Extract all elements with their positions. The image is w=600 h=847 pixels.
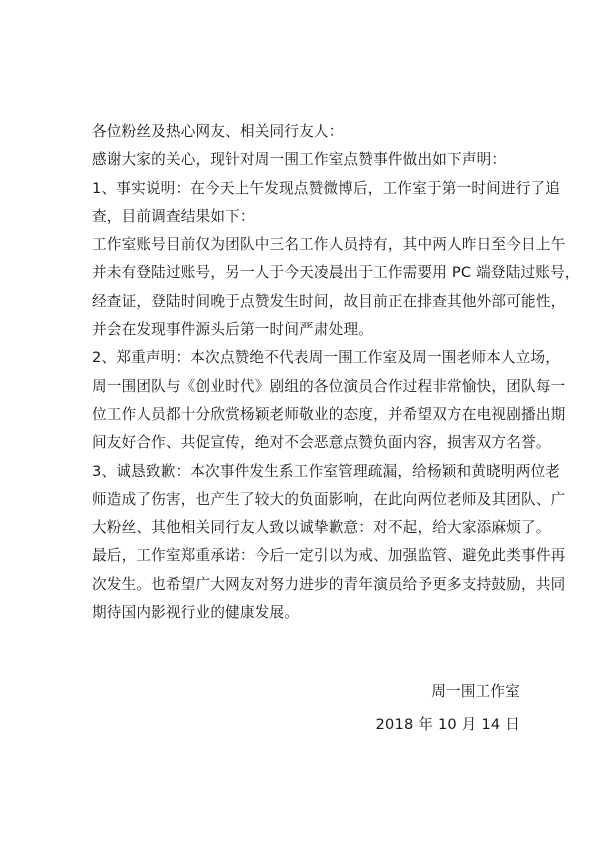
statement-line: 最后，工作室郑重承诺：今后一定引以为戒、加强监管、避免此类事件再 [92,547,566,565]
statement-line: 工作室账号目前仅为团队中三名工作人员持有，其中两人昨日至今日上午 [92,236,566,254]
statement-line: 2、郑重声明：本次点赞绝不代表周一围工作室及周一围老师本人立场， [92,349,561,367]
statement-line: 3、诚恳致歉：本次事件发生系工作室管理疏漏，给杨颖和黄晓明两位老 [92,462,561,480]
statement-line: 1、事实说明：在今天上午发现点赞微博后，工作室于第一时间进行了追 [92,179,561,197]
statement-line: 期待国内影视行业的健康发展。 [92,604,300,622]
statement-line: 间友好合作、共促宣传，绝对不会恶意点赞负面内容，损害双方名誉。 [92,434,551,452]
statement-line: 师造成了伤害，也产生了较大的负面影响，在此向两位老师及其团队、广 [92,490,566,508]
statement-date: 2018 年 10 月 14 日 [375,716,520,733]
statement-line: 经查证，登陆时间晚于点赞发生时间，故目前正在排查其他外部可能性， [92,292,566,310]
statement-line: 次发生。也希望广大网友对努力进步的青年演员给予更多支持鼓励，共同 [92,575,566,593]
statement-line: 查，目前调查结果如下： [92,207,255,225]
signature: 周一围工作室 [431,683,520,700]
statement-body [92,118,580,627]
statement-line: 周一围团队与《创业时代》剧组的各位演员合作过程非常愉快，团队每一 [92,377,566,395]
salutation: 各位粉丝及热心网友、相关同行友人： [92,123,344,140]
statement-line: 并未有登陆过账号，另一人于今天凌晨出于工作需要用 PC 端登陆过账号， [92,264,580,282]
statement-line: 位工作人员都十分欣赏杨颖老师敬业的态度，并希望双方在电视剧播出期 [92,405,566,423]
statement-line: 大粉丝、其他相关同行友人致以诚挚歉意：对不起，给大家添麻烦了。 [92,519,551,537]
statement-line: 并会在发现事件源头后第一时间严肃处理。 [92,321,374,339]
statement-line: 感谢大家的关心，现针对周一围工作室点赞事件做出如下声明： [92,151,507,169]
